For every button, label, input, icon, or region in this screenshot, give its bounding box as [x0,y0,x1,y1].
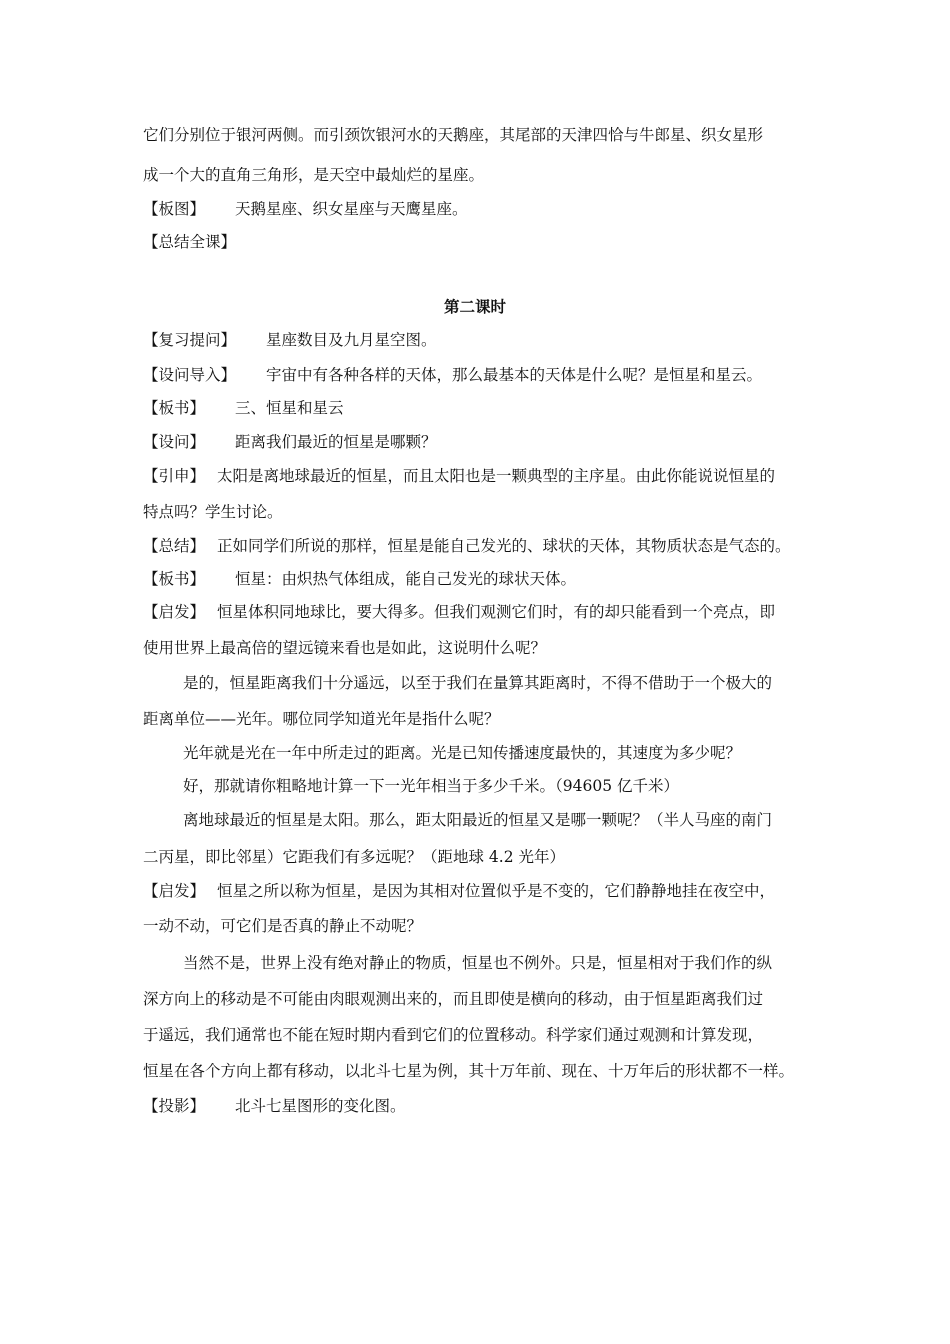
summary-tag-line: 【总结全课】 [143,233,237,251]
line-text: 距离我们最近的恒星是哪颗？ [235,433,437,451]
line-text: 北斗七星图形的变化图。 [235,1097,406,1115]
projection-line [143,1095,823,1117]
paragraph-line: 光年就是光在一年中所走过的距离。光是已知传播速度最快的，其速度为多少呢？ [183,744,742,762]
line-text: 太阳是离地球最近的恒星，而且太阳也是一颗典型的主序星。由此你能说说恒星的 [217,467,776,485]
section-tag: 【板书】 [143,570,206,588]
section-tag: 【启发】 [143,603,206,621]
inspiration-line [143,601,823,623]
paragraph-line: 离地球最近的恒星是太阳。那么，距太阳最近的恒星又是哪一颗呢？（半人马座的南门 [183,811,773,829]
paragraph-line: 于遥远，我们通常也不能在短时期内看到它们的位置移动。科学家们通过观测和计算发现， [143,1026,764,1044]
extension-line [143,465,823,487]
paragraph-line: 好，那就请你粗略地计算一下一光年相当于多少千米。（94605 亿千米） [183,777,679,795]
section-tag: 【板图】 [143,200,206,218]
section-tag: 【投影】 [143,1097,206,1115]
line-text: 三、恒星和星云 [235,399,344,417]
summary-line [143,535,823,557]
paragraph-line: 一动不动，可它们是否真的静止不动呢？ [143,917,423,935]
section-tag: 【复习提问】 [143,331,237,349]
paragraph-line: 它们分别位于银河两侧。而引颈饮银河水的天鹅座，其尾部的天津四恰与牛郎星、织女星形 [143,126,764,144]
section-tag: 【启发】 [143,882,206,900]
line-text: 恒星：由炽热气体组成，能自己发光的球状天体。 [235,570,577,588]
blackboard-line [143,568,823,590]
line-text: 星座数目及九月星空图。 [266,331,437,349]
line-text: 恒星体积同地球比，要大得多。但我们观测它们时，有的却只能看到一个亮点，即 [217,603,776,621]
paragraph-line: 距离单位——光年。哪位同学知道光年是指什么呢？ [143,710,500,728]
section-tag: 【引申】 [143,467,206,485]
paragraph-line: 是的，恒星距离我们十分遥远，以至于我们在量算其距离时，不得不借助于一个极大的 [183,674,773,692]
intro-question-line [143,364,823,386]
paragraph-line: 特点吗？学生讨论。 [143,503,283,521]
question-line [143,431,823,453]
paragraph-line: 二丙星，即比邻星）它距我们有多远呢？（距地球 4.2 光年） [143,848,566,866]
line-text: 正如同学们所说的那样，恒星是能自己发光的、球状的天体，其物质状态是气态的。 [217,537,791,555]
paragraph-line: 使用世界上最高倍的望远镜来看也是如此，这说明什么呢？ [143,639,547,657]
section-tag: 【总结】 [143,537,206,555]
paragraph-line: 成一个大的直角三角形，是天空中最灿烂的星座。 [143,166,485,184]
blackboard-line [143,397,823,419]
lesson-heading: 第二课时 [443,297,506,316]
section-tag: 【板书】 [143,399,206,417]
line-text: 恒星之所以称为恒星，是因为其相对位置似乎是不变的，它们静静地挂在夜空中， [217,882,776,900]
review-question-line [143,329,823,351]
board-diagram-line [143,198,823,220]
line-text: 天鹅星座、织女星座与天鹰星座。 [235,200,468,218]
paragraph-line: 恒星在各个方向上都有移动，以北斗七星为例，其十万年前、现在、十万年后的形状都不一样。 [143,1062,795,1080]
section-tag: 【设问】 [143,433,206,451]
inspiration-line [143,880,823,902]
section-tag: 【设问导入】 [143,366,237,384]
line-text: 宇宙中有各种各样的天体，那么最基本的天体是什么呢？是恒星和星云。 [266,366,763,384]
paragraph-line: 当然不是，世界上没有绝对静止的物质，恒星也不例外。只是，恒星相对于我们作的纵 [183,954,773,972]
paragraph-line: 深方向上的移动是不可能由肉眼观测出来的，而且即使是横向的移动，由于恒星距离我们过 [143,990,764,1008]
